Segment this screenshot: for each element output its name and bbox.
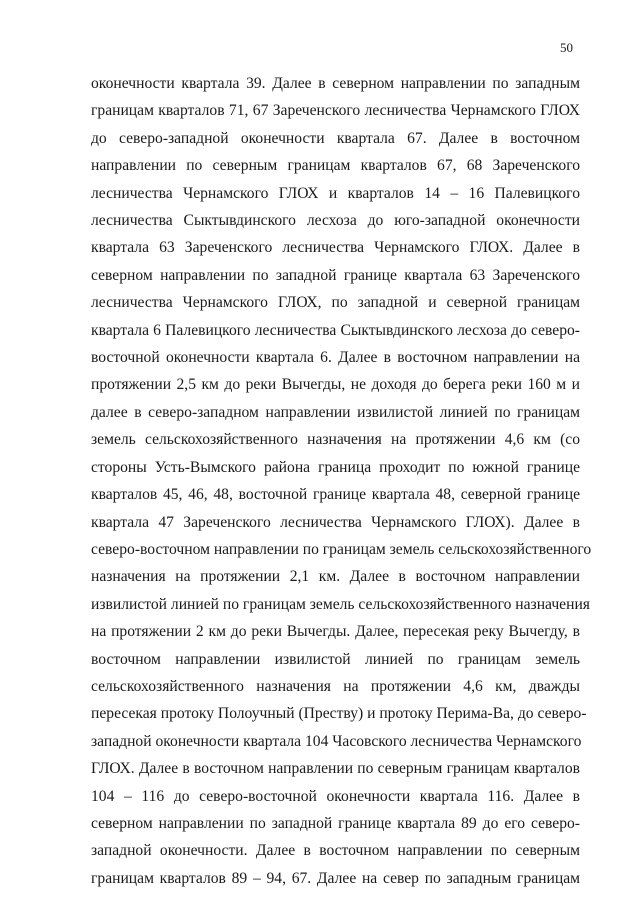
text-line: восточной оконечности квартала 6. Далее в восточном направлении на (91, 349, 580, 367)
document-body (91, 70, 592, 892)
text-line: направлении по северным границам кварталов 67, 68 Зареченского (91, 157, 580, 175)
text-line: извилистой линией по границам земель сельскохозяйственного назначения (91, 595, 590, 613)
text-line: 104 – 116 до северо-восточной оконечности квартала 116. Далее в (91, 787, 580, 805)
text-line: квартала 63 Зареченского лесничества Чернамского ГЛОХ. Далее в (91, 239, 580, 257)
text-line: земель сельскохозяйственного назначения на протяжении 4,6 км (со (91, 431, 580, 449)
text-line: лесничества Чернамского ГЛОХ, по западной и северной границам (91, 294, 580, 312)
text-line: стороны Усть-Вымского района граница проходит по южной границе (91, 458, 580, 476)
text-line: лесничества Сыктывдинского лесхоза до юго-западной оконечности (91, 212, 580, 230)
text-line: северо-восточном направлении по границам земель сельскохозяйственного (91, 540, 592, 558)
text-line: границам кварталов 71, 67 Зареченского лесничества Чернамского ГЛОХ (91, 102, 580, 120)
text-line: сельскохозяйственного назначения на протяжении 4,6 км, дважды (91, 677, 580, 695)
text-line: границам кварталов 89 – 94, 67. Далее на север по западным границам (91, 869, 580, 887)
text-line: до северо-западной оконечности квартала 67. Далее в восточном (91, 129, 580, 147)
text-line: восточном направлении извилистой линией по границам земель (91, 650, 580, 668)
text-line: далее в северо-западном направлении извилистой линией по границам (91, 403, 580, 421)
page-number: 50 (560, 40, 573, 55)
text-line: квартала 47 Зареченского лесничества Чернамского ГЛОХ). Далее в (91, 513, 580, 531)
text-line: оконечности квартала 39. Далее в северном направлении по западным (91, 75, 580, 92)
text-line: западной оконечности. Далее в восточном направлении по северным (91, 842, 580, 860)
text-line: северном направлении по западной границе квартала 89 до его северо- (91, 814, 580, 832)
text-line: кварталов 45, 46, 48, восточной границе квартала 48, северной границе (91, 486, 580, 504)
text-line: протяжении 2,5 км до реки Вычегды, не доходя до берега реки 160 м и (91, 376, 580, 394)
text-line: западной оконечности квартала 104 Часовского лесничества Чернамского (91, 732, 582, 750)
text-line: лесничества Чернамского ГЛОХ и кварталов 14 – 16 Палевицкого (91, 184, 580, 202)
text-line: ГЛОХ. Далее в восточном направлении по северным границам кварталов (91, 760, 580, 778)
text-line: назначения на протяжении 2,1 км. Далее в восточном направлении (91, 568, 580, 586)
text-line: северном направлении по западной границе квартала 63 Зареченского (91, 266, 580, 284)
text-line: на протяжении 2 км до реки Вычегды. Далее, пересекая реку Вычегду, в (91, 623, 580, 641)
text-line: пересекая протоку Полоучный (Прeству) и протоку Перима-Ва, до северо- (91, 705, 587, 723)
text-line: квартала 6 Палевицкого лесничества Сыктывдинского лесхоза до северо- (91, 321, 580, 339)
